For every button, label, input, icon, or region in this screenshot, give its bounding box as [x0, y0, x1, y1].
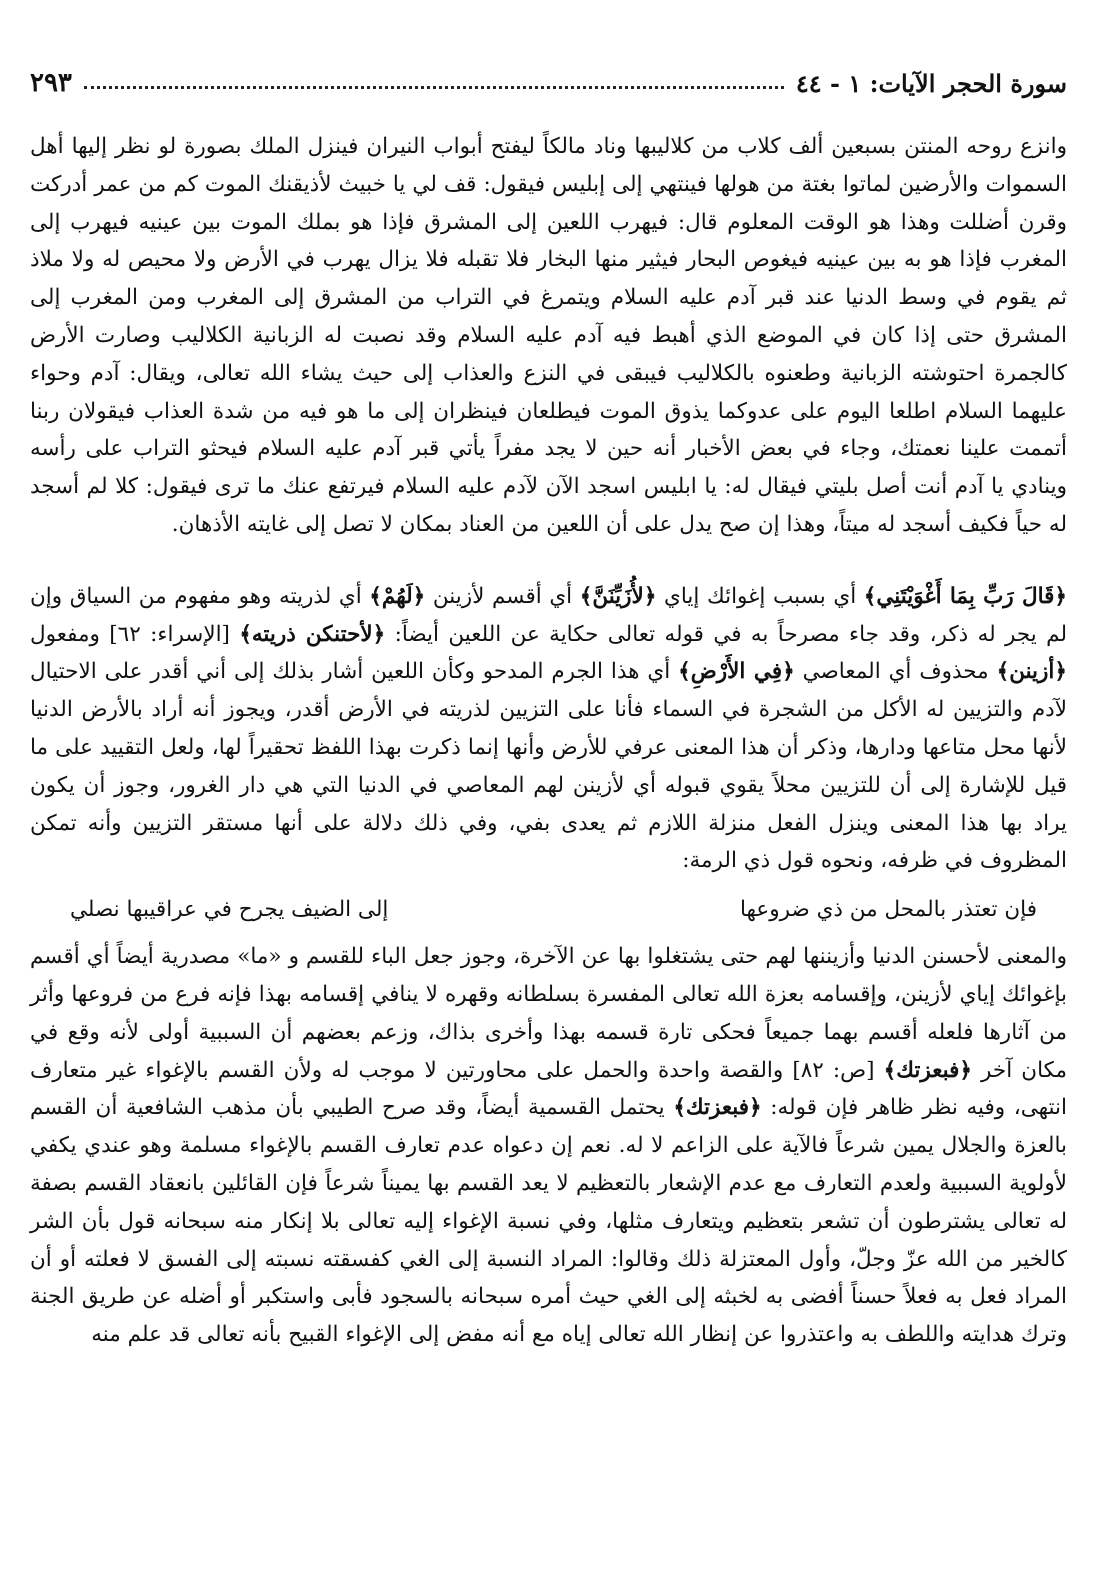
poetry-verse [70, 890, 1037, 930]
quran-quote: ﴿لأُزَيِّنَنَّ﴾ [579, 583, 657, 609]
paragraph-1: وانزع روحه المنتن بسبعين ألف كلاب من كلاليبها وناد مالكاً ليفتح أبواب النيران فينزل الملك بصورة لو نظر إليها أهل السموات والأرضين لماتوا بغتة من هولها فينتهي إلى إبليس فيقول: قف لي يا خبيث لأذيقنك الموت كم من عمر أدركت وقرن أضللت وهذا هو الوقت المعلوم قال: فيهرب اللعين إلى المشرق فإذا هو بملك الموت بين عينيه فيهرب إلى المغرب فإذا هو به بين عينيه فيغوص البحار فيثير منها البخار فلا تقبله فلا يزال يهرب في الأرض ولا محيص له ولا ملاذ ثم يقوم في وسط الدنيا عند قبر آدم عليه السلام ويتمرغ في التراب من المشرق إلى المغرب ومن المغرب إلى المشرق حتى إذا كان في الموضع الذي أهبط فيه آدم عليه السلام وقد نصبت له الزبانية الكلاليب وصارت الأرض كالجمرة احتوشته الزبانية وطعنوه بالكلاليب فيبقى في النزع والعذاب إلى حيث يشاء الله تعالى، ويقال: آدم وحواء عليهما السلام اطلعا اليوم على عدوكما يذوق الموت فيطلعان فينظران إلى ما هو فيه من شدة العذاب فيقولان ربنا أتممت علينا نعمتك، وجاء في بعض الأخبار أنه حين لا يجد مفراً يأتي قبر آدم عليه السلام فيحثو التراب على رأسه وينادي يا آدم أنت أصل بليتي فيقال له: يا ابليس اسجد الآن لآدم عليه السلام فيرتفع عنك ما ترى فيقول: كلا لم أسجد له حياً فكيف أسجد له ميتاً، وهذا إن صح يدل على أن اللعين من العناد بمكان لا تصل إلى غايته الأذهان. [30, 134, 1068, 537]
surah-title: سورة الحجر الآيات: ١ - ٤٤ [795, 68, 1067, 98]
book-page [30, 60, 1067, 1354]
verse-first-hemistich: فإن تعتذر بالمحل من ذي ضروعها [739, 897, 1037, 923]
commentary-text: أي بسبب إغوائك إياي [656, 583, 864, 609]
quran-quote: ﴿أزينن﴾ [996, 659, 1067, 685]
quran-quote: ﴿فِي الأَرْضِ﴾ [678, 659, 795, 685]
commentary-text: [الإسراء: ٦٢] ومفعول [30, 621, 240, 647]
page-number: ٢٩٣ [30, 68, 72, 98]
commentary-text: [ص: ٨٢] والقصة واحدة والحمل على محاورتين لا موجب له ولأن القسم بالإغواء غير متعارف انتهى، وفيه نظر ظاهر فإن قوله: [30, 1057, 1067, 1121]
header-leader-dots [84, 86, 784, 89]
running-header [30, 60, 1067, 106]
commentary-text: أي لذريته وهو مفهوم من السياق وإن لم يجر له ذكر، وقد جاء مصرحاً به في قوله تعالى حكاية عن اللعين أيضاً: [30, 583, 1067, 647]
verse-second-hemistich: إلى الضيف يجرح في عراقيبها نصلي [70, 897, 389, 923]
commentary-text: يحتمل القسمية أيضاً، وقد صرح الطيبي بأن مذهب الشافعية أن القسم بالعزة والجلال يمين شرعاً فالآية على الزاعم لا له. نعم إن دعواه عدم تعارف القسم بالإغواء مسلمة وهو عندي يكفي لأولوية السببية ولعدم التعارف مع عدم الإشعار بالتعظيم لا يعد القسم بها يميناً شرعاً فإن القائلين بانعقاد القسم بصفة له تعالى يشترطون أن تشعر بتعظيم ويتعارف مثلها، وفي نسبة الإغواء إليه تعالى بلا إنكار منه سبحانه قول بأن الشر كالخير من الله عزّ وجلّ، وأول المعتزلة ذلك وقالوا: المراد النسبة إلى الغي كفسقته نسبته إلى الفسق لا فعلته أو أن المراد فعل به فعلاً حسناً أفضى به لخبثه إلى الغي حيث أمره سبحانه بالسجود فأبى واستكبر أو أضله عن طريق الجنة وترك هدايته واللطف به واعتذروا عن إنظار الله تعالى إياه مع أنه مفض إلى الإغواء القبيح بأنه تعالى قد علم منه [30, 1095, 1067, 1348]
commentary-text: والمعنى لأحسنن الدنيا وأزيننها لهم حتى يشتغلوا بها عن الآخرة، وجوز جعل الباء للقسم و «ما» مصدرية أيضاً أي أقسم بإغوائك إياي لأزينن، وإقسامه بعزة الله تعالى المفسرة بسلطانه وقهره لا ينافي إقسامه بهذا فإنه فرع من فروعها وأثر من آثارها فلعله أقسم بهما جميعاً فحكى تارة قسمه بهذا وأخرى بذاك، وزعم بعضهم أن السببية أولى لأنه وقع في مكان آخر [30, 944, 1068, 1083]
commentary-text: أي هذا الجرم المدحو وكأن اللعين أشار بذلك إلى أني أقدر على الاحتيال لآدم والتزيين له الأكل من الشجرة في السماء فأنا على التزيين لذريته في الأرض أقدر، ويجوز أنه أراد بالأرض الدنيا لأنها محل متاعها ودارها، وذكر أن هذا المعنى عرفي للأرض وأنها إنما ذكرت بهذا اللفظ تحقيراً لها، ولعل التقييد على ما قيل للإشارة إلى أن للتزيين محلاً يقوي قبوله أي لأزينن لهم المعاصي في الدنيا التي هي دار الغرور، وجوز أن يكون يراد بها هذا المعنى وينزل الفعل منزلة اللازم ثم يعدى بفي، وفي ذلك دلالة على أنها مستقر التزيين وأنه تمكن المظروف في ظرفه، ونحوه قول ذي الرمة: [30, 659, 1067, 874]
commentary-text: أي أقسم لأزينن [425, 583, 580, 609]
quran-quote: ﴿فبعزتك﴾ [883, 1057, 972, 1083]
commentary-text: محذوف أي المعاصي [794, 659, 997, 685]
quran-quote: ﴿فبعزتك﴾ [673, 1095, 762, 1121]
quran-quote: ﴿لأحتنكن ذريته﴾ [239, 621, 386, 647]
paragraph-3 [30, 938, 1067, 1354]
quran-quote: ﴿لَهُمْ﴾ [369, 583, 426, 609]
paragraph-2 [30, 578, 1067, 880]
quran-quote: ﴿قَالَ رَبِّ بِمَا أَغْوَيْتَنِي﴾ [863, 583, 1067, 609]
